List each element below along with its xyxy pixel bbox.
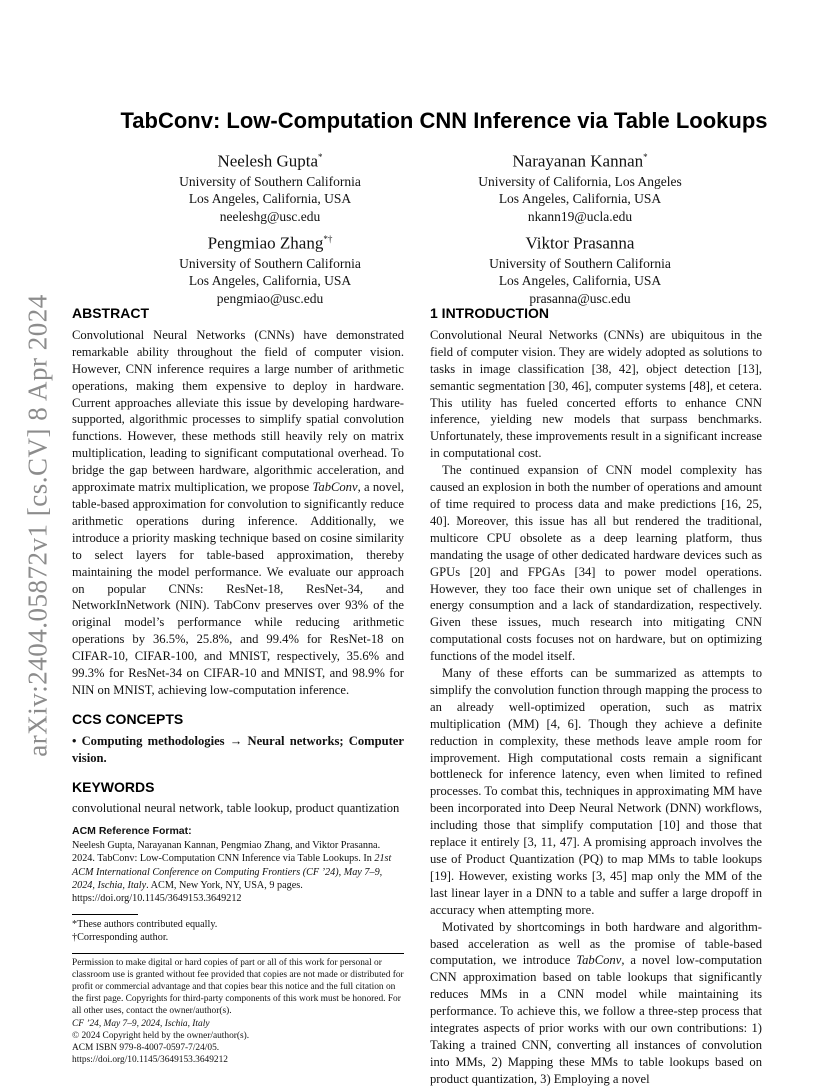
- doi: https://doi.org/10.1145/3649153.3649212: [72, 1055, 228, 1066]
- author-email: nkann19@ucla.edu: [527, 208, 633, 224]
- author-name: Viktor Prasanna: [525, 233, 635, 253]
- left-column: [72, 305, 404, 1066]
- intro-paragraph: The continued expansion of CNN model complexity has caused an explosion in both the number of operations and amount of time required to process data and make predictions [16, 25, 40]. Moreover, this issue has all but rendered the traditional, multicore CPU obsolete as a deep learning platform, thus mandating the usage of other dedicated hardware devices such as GPUs [20] and FPGAs [34] to power model operations. However, they too face their own unique set of challenges in energy consumption and a lack of standardization, respectively. Given these issues, much research into mitigating CNN computational costs focuses not on hardware, but on optimizing functions of the model itself.: [430, 463, 762, 664]
- author-mark: *: [643, 152, 648, 162]
- footnote: †Corresponding author.: [72, 932, 169, 944]
- keywords-text: convolutional neural network, table lookup, product quantization: [72, 801, 400, 816]
- footnote: *These authors contributed equally.: [72, 918, 218, 930]
- permission-text: Permission to make digital or hard copies of part or all of this work for personal or classroom use is granted without fee provided that copies are not made or distributed for profit or commercial advantage and that copies bear this notice and the full citation on the first page. Copyrights for third-party components of this work must be honored. For all other uses, contact the owner/author(s).: [72, 957, 404, 1017]
- author-name: Narayanan Kannan: [512, 151, 644, 171]
- author-mark: *†: [323, 234, 333, 244]
- abstract-heading: ABSTRACT: [72, 305, 149, 321]
- acm-ref-heading: ACM Reference Format:: [72, 825, 192, 838]
- permission-rule: [72, 953, 404, 954]
- author-affiliation: University of Southern California: [179, 173, 361, 189]
- author-block: [420, 146, 740, 225]
- isbn: ACM ISBN 979-8-4007-0597-7/24/05.: [72, 1043, 220, 1054]
- ccs-text: • Computing methodologies → Neural networks; Computer vision.: [72, 733, 404, 765]
- author-name: Pengmiao Zhang: [207, 233, 324, 253]
- author-location: Los Angeles, California, USA: [498, 191, 662, 207]
- paper-title: TabConv: Low-Computation CNN Inference via Table Lookups: [120, 108, 768, 133]
- author-affiliation: University of California, Los Angeles: [478, 173, 682, 189]
- author-location: Los Angeles, California, USA: [498, 273, 662, 289]
- ccs-heading: CCS CONCEPTS: [72, 710, 184, 727]
- author-block: [110, 228, 430, 307]
- author-block: [110, 146, 430, 225]
- abstract-text: Convolutional Neural Networks (CNNs) have demonstrated remarkable ability throughout the field of computer vision. However, CNN inference requires a large number of arithmetic operations, making them expensive to deploy in hardware. Current approaches alleviate this issue by developing hardware-supported, algorithmic processes to simplify spatial convolution functions. However, these methods still heavily rely on matrix multiplication, leading to significant computational overhead. To bridge the gap between hardware, algorithmic acceleration, and approximate matrix multiplication, we propose TabConv, a novel, table-based approximation for convolution to significantly reduce arithmetic operations during inference. Additionally, we introduce a priority masking technique based on cosine similarity to select layers for table-based approximation, thereby maintaining the model performance. We evaluate our approach on popular CNNs: ResNet-18, ResNet-34, and NetworkInNetwork (NIN). TabConv preserves over 93% of the original model’s performance while reducing arithmetic operations by 36.5%, 25.8%, and 99.4% for ResNet-18 on CIFAR-10, CIFAR-100, and MNIST, respectively, 35.6% and 99.3% for ResNet-34 on CIFAR-10 and MNIST, and 98.9% for NIN on MNIST, achieving low-computation inference.: [72, 327, 404, 697]
- author-email: pengmiao@usc.edu: [216, 290, 324, 306]
- author-affiliation: University of Southern California: [179, 255, 361, 271]
- author-location: Los Angeles, California, USA: [188, 191, 352, 207]
- intro-paragraph: Many of these efforts can be summarized as attempts to simplify the convolution function through mapping the process to an already well-optimized operation, such as matrix multiplication (MM) [4, 6]. Though they achieve a definite reduction in complexity, these methods leave ample room for improvement. High computational costs remain a significant bottleneck for inference latency, even when limited to refined processes. To combat this, techniques in approximating MM have been incorporated into Deep Neural Network (DNN) workflows, including those that simplify computation [10] and those that replace it entirely [3, 11, 47]. A promising approach involves the use of Product Quantization (PQ) to map MMs to table lookups [19]. However, existing works [3, 45] map only the MM of the last linear layer in a DNN to a table and suffer a large dropoff in accuracy when attempting more.: [430, 666, 762, 917]
- venue: CF ’24, May 7–9, 2024, Ischia, Italy: [72, 1018, 210, 1029]
- right-column: [430, 305, 762, 1088]
- intro-heading: 1 INTRODUCTION: [430, 305, 549, 321]
- author-mark: *: [318, 152, 323, 162]
- intro-paragraph: Convolutional Neural Networks (CNNs) are ubiquitous in the field of computer vision. They are widely adopted as solutions to tasks in image classification [38, 42], object detection [13], semantic segmentation [30, 46], computer systems [48], et cetera. This utility has fueled concerted efforts to enhance CNN inference, yielding new models that surpass benchmarks. Unfortunately, these improvements result in a significant increase in computational cost.: [430, 327, 762, 461]
- arxiv-watermark: arXiv:2404.05872v1 [cs.CV] 8 Apr 2024: [22, 293, 53, 757]
- author-name: Neelesh Gupta: [217, 151, 319, 171]
- author-affiliation: University of Southern California: [489, 255, 671, 271]
- acm-ref-text: Neelesh Gupta, Narayanan Kannan, Pengmiao Zhang, and Viktor Prasanna. 2024. TabConv: Low-Computation CNN Inference via Table Lookups. In 21st ACM International Conference on Computing Frontiers (CF ’24), May 7–9, 2024, Ischia, Italy. ACM, New York, NY, USA, 9 pages. https://doi.org/10.1145/3649153.3649212: [72, 839, 392, 905]
- footnote-rule: [72, 914, 138, 915]
- intro-paragraph: Motivated by shortcomings in both hardware and algorithm-based acceleration as well as the promise of table-based computation, we introduce TabConv, a novel low-computation CNN approximation based on table lookups that significantly reduces MMs in a CNN model while maintaining its performance. To achieve this, we follow a three-step process that integrates aspects of prior works with our own contributions: 1) Taking a trained CNN, converting all instances of convolution into MMs, 2) Mapping these MMs to table lookups based on product quantization, 3) Employing a novel: [430, 919, 762, 1086]
- keywords-heading: KEYWORDS: [72, 778, 155, 795]
- author-location: Los Angeles, California, USA: [188, 273, 352, 289]
- author-email: neeleshg@usc.edu: [219, 208, 321, 224]
- author-email: prasanna@usc.edu: [529, 290, 631, 306]
- copyright: © 2024 Copyright held by the owner/author(s).: [72, 1030, 250, 1041]
- author-block: [420, 228, 740, 307]
